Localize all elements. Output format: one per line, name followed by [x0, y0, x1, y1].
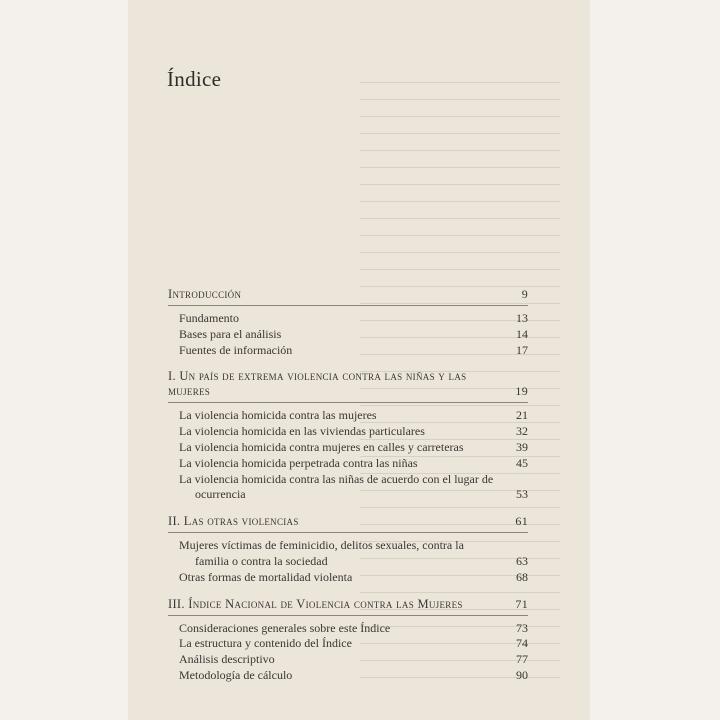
toc-section-3 [168, 597, 528, 684]
entry-page: 90 [516, 667, 528, 682]
toc-section-1 [168, 369, 528, 503]
entry-page: 73 [516, 620, 528, 635]
toc-entry [179, 440, 528, 456]
section-page: 9 [521, 287, 528, 301]
entry-page: 17 [516, 342, 528, 357]
entry-label: La violencia homicida en las viviendas particulares [179, 424, 425, 439]
toc-section-introduccion [168, 287, 528, 358]
entry-page: 39 [516, 439, 528, 454]
entry-page: 32 [516, 424, 528, 439]
entry-page: 68 [516, 569, 528, 584]
entry-page: 14 [516, 326, 528, 341]
section-title: I. Un país de extrema violencia contra las niñas y las mujeres [168, 369, 467, 399]
toc-section-2 [168, 514, 528, 585]
section-page: 19 [515, 384, 528, 399]
toc-entry [179, 456, 528, 472]
toc-entry [179, 538, 528, 570]
section-title: Introducción [168, 287, 242, 301]
entry-page: 74 [516, 636, 528, 651]
entry-label: La estructura y contenido del Índice [179, 636, 352, 651]
entry-label: Otras formas de mortalidad violenta [179, 569, 353, 584]
section-page: 61 [515, 514, 528, 529]
entry-label: Bases para el análisis [179, 326, 282, 341]
table-of-contents [168, 287, 528, 695]
entry-label: Mujeres víctimas de feminicidio, delitos sexuales, contra la familia o contra la sociedad [179, 538, 464, 568]
entry-label: Consideraciones generales sobre este Índice [179, 620, 391, 635]
entry-page: 77 [516, 652, 528, 667]
toc-entry [179, 570, 528, 586]
entry-page: 63 [516, 553, 528, 568]
section-heading [168, 369, 528, 403]
entry-label: Análisis descriptivo [179, 652, 275, 667]
entry-label: Metodología de cálculo [179, 667, 293, 682]
toc-entry [179, 636, 528, 652]
entry-label: Fundamento [179, 311, 239, 325]
toc-entry [179, 327, 528, 343]
toc-entry [179, 343, 528, 359]
toc-entry [179, 472, 528, 504]
toc-entry [179, 668, 528, 684]
section-heading [168, 514, 528, 533]
section-heading [168, 597, 528, 616]
entry-page: 45 [516, 455, 528, 470]
section-title: II. Las otras violencias [168, 514, 299, 529]
section-heading [168, 287, 528, 306]
entry-label: La violencia homicida contra mujeres en calles y carreteras [179, 439, 464, 454]
toc-entry [179, 311, 528, 327]
toc-entry [179, 408, 528, 424]
page-title: Índice [167, 67, 222, 91]
section-page: 71 [515, 596, 528, 611]
toc-entry [179, 652, 528, 668]
entry-page: 13 [516, 311, 528, 325]
entry-label: La violencia homicida perpetrada contra las niñas [179, 455, 418, 470]
entry-label: Fuentes de información [179, 342, 293, 357]
entry-label: La violencia homicida contra las mujeres [179, 408, 377, 423]
toc-entry [179, 424, 528, 440]
section-title: III. Índice Nacional de Violencia contra las Mujeres [168, 596, 463, 611]
entry-page: 21 [516, 408, 528, 423]
entry-label: La violencia homicida contra las niñas de acuerdo con el lugar de ocurrencia [179, 471, 494, 502]
entry-page: 53 [516, 487, 528, 502]
toc-entry [179, 621, 528, 637]
